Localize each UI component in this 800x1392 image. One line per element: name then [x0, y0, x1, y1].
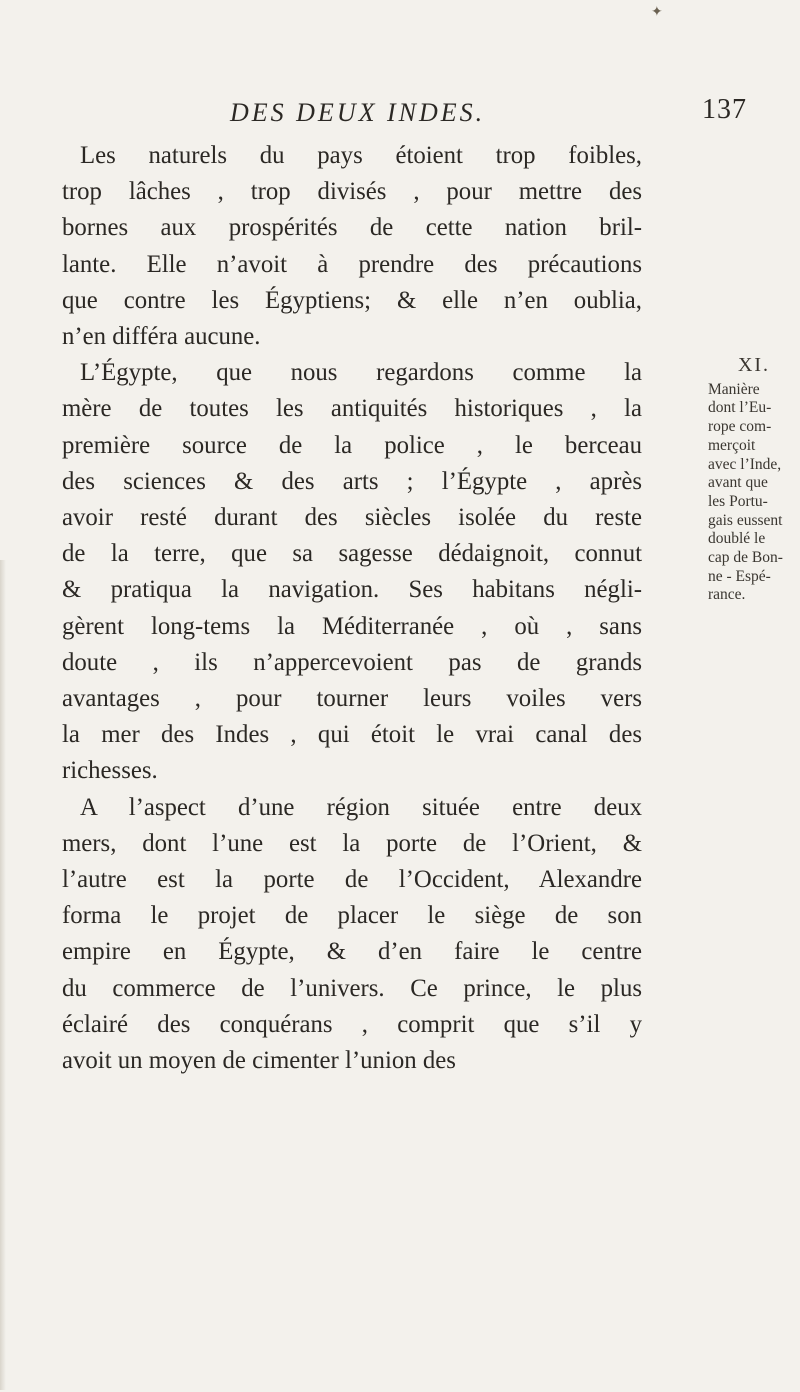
- text-line: & pratiqua la navigation. Ses habitans négli-: [62, 576, 642, 604]
- text-line: empire en Égypte, & d’en faire le centre: [62, 938, 642, 966]
- text-line: la mer des Indes , qui étoit le vrai canal des: [62, 721, 642, 749]
- margin-note-line: Manière: [708, 380, 760, 398]
- text-line: forma le projet de placer le siège de son: [62, 902, 642, 930]
- body-text: [62, 138, 642, 1079]
- text-line: avoir resté durant des siècles isolée du reste: [62, 504, 642, 532]
- text-line: L’Égypte, que nous regardons comme la: [80, 359, 642, 387]
- margin-note-line: gais eussent: [708, 511, 783, 529]
- text-line: A l’aspect d’une région située entre deux: [80, 793, 642, 821]
- margin-note-line: ne - Espé-: [708, 567, 771, 585]
- text-line: doute , ils n’appercevoient pas de grands: [62, 648, 642, 676]
- text-line: première source de la police , le berceau: [62, 431, 642, 459]
- text-line: richesses.: [62, 757, 158, 785]
- text-line: de la terre, que sa sagesse dédaignoit, connut: [62, 540, 642, 568]
- page-edge-shadow: [0, 560, 6, 1390]
- text-line: n’en différa aucune.: [62, 323, 261, 351]
- margin-note-line: rope com-: [708, 418, 772, 436]
- margin-note-line: rance.: [708, 586, 746, 604]
- header-title: DES DEUX INDES.: [230, 98, 486, 127]
- text-line: avantages , pour tourner leurs voiles vers: [62, 685, 642, 713]
- text-line: mère de toutes les antiquités historiques , la: [62, 395, 642, 423]
- text-line: des sciences & des arts ; l’Égypte , après: [62, 467, 642, 495]
- text-line: gèrent long-tems la Méditerranée , où , sans: [62, 612, 642, 640]
- text-line: avoit un moyen de cimenter l’union des: [62, 1047, 456, 1075]
- margin-note-line: dont l’Eu-: [708, 399, 772, 417]
- text-line: du commerce de l’univers. Ce prince, le plus: [62, 974, 642, 1002]
- margin-note-line: cap de Bon-: [708, 549, 783, 567]
- text-line: l’autre est la porte de l’Occident, Alexandre: [62, 866, 642, 894]
- paragraph: [62, 138, 642, 355]
- text-line: Les naturels du pays étoient trop foibles,: [80, 142, 642, 169]
- text-line: lante. Elle n’avoit à prendre des précautions: [62, 250, 642, 278]
- text-line: que contre les Égyptiens; & elle n’en oublia,: [62, 286, 642, 314]
- text-line: trop lâches , trop divisés , pour mettre des: [62, 178, 642, 206]
- ornament-mark: ✦: [651, 4, 663, 20]
- running-header: [230, 94, 747, 128]
- paragraph: [62, 355, 642, 789]
- text-line: éclairé des conquérans , comprit que s’il y: [62, 1010, 642, 1038]
- page-number: 137: [702, 94, 747, 125]
- paragraph: [62, 790, 642, 1080]
- margin-note-line: les Portu-: [708, 492, 768, 510]
- text-line: mers, dont l’une est la porte de l’Orient, &: [62, 829, 642, 857]
- text-line: bornes aux prospérités de cette nation bril-: [62, 214, 642, 242]
- margin-note: [708, 356, 800, 605]
- margin-note-line: avant que: [708, 474, 768, 492]
- section-number: XI.: [737, 354, 771, 376]
- margin-note-line: merçoit: [708, 436, 756, 454]
- margin-note-line: doublé le: [708, 530, 766, 548]
- margin-note-line: avec l’Inde,: [708, 455, 782, 473]
